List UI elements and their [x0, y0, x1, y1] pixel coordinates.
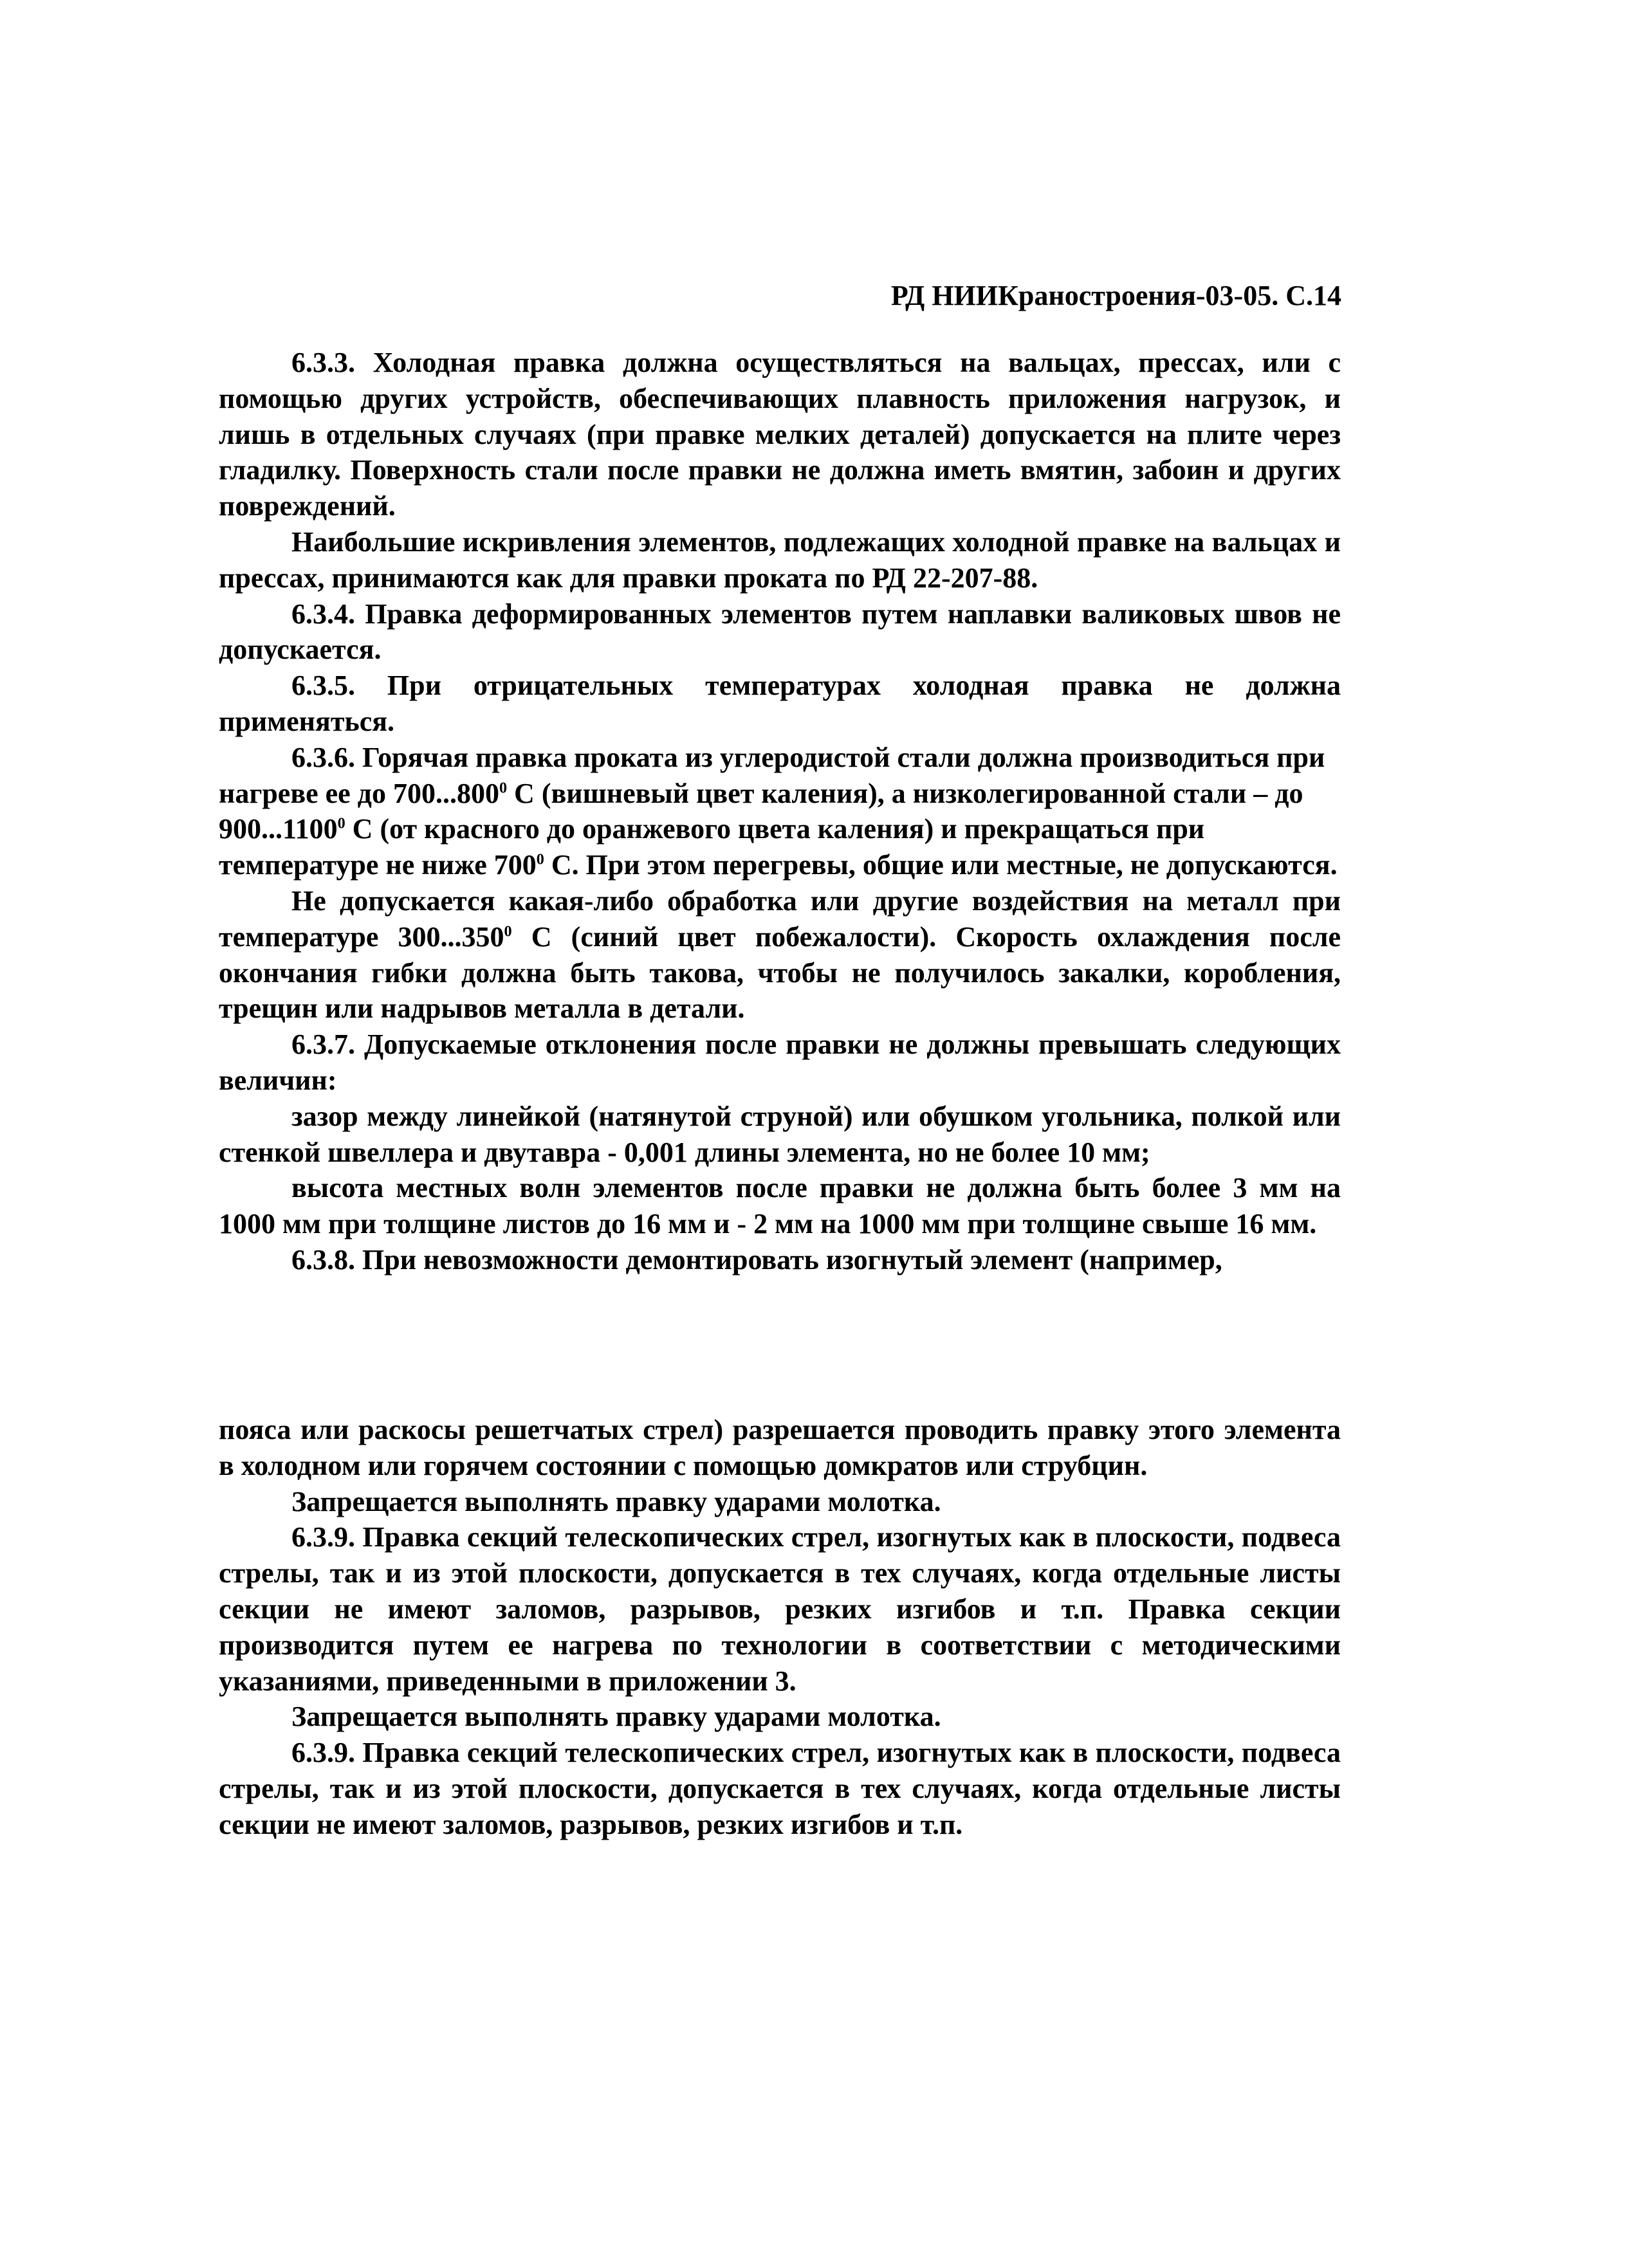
text-block-lower — [219, 1412, 1341, 1843]
p636-text-1: 6.3.6. Горячая правка проката из углеродистой стали должна производиться при нагреве ее до 700...800 — [219, 741, 1325, 809]
paragraph-6-3-8-continued: пояса или раскосы решетчатых стрел) разрешается проводить правку этого элемента в холодном или горячем состоянии с помощью домкратов или струбцин. — [219, 1414, 1341, 1481]
paragraph-6-3-6 — [219, 740, 1341, 883]
document-header: РД НИИКраностроения-03-05. С.14 — [890, 280, 1341, 311]
p636-text-2: С (вишневый цвет каления), а низколегированной стали – до 900...1100 — [219, 777, 1303, 845]
paragraph-6-3-6-restriction — [219, 883, 1341, 1027]
paragraph-6-3-3: 6.3.3. Холодная правка должна осуществляться на вальцах, прессах, или с помощью других устройств, обеспечивающих плавность приложения нагрузок, и лишь в отдельных случаях (при правке мелких деталей) допускается на плите через гладилку. Поверхность стали после правки не должна иметь вмятин, забоин и других повреждений. — [219, 347, 1341, 522]
paragraph-6-3-8: 6.3.8. При невозможности демонтировать изогнутый элемент (например, — [291, 1243, 1222, 1276]
degree-superscript: 0 — [337, 814, 345, 832]
paragraph-6-3-7-gap: зазор между линейкой (натянутой струной) или обушком угольника, полкой или стенкой швеллера и двутавра - 0,001 длины элемента, но не более 10 мм; — [219, 1100, 1341, 1168]
paragraph-6-3-5: 6.3.5. При отрицательных температурах холодная правка не должна применяться. — [219, 670, 1341, 737]
paragraph-hammer-prohibition-repeat: Запрещается выполнять правку ударами молотка. — [291, 1701, 941, 1733]
degree-superscript: 0 — [536, 850, 544, 868]
degree-superscript: 0 — [504, 922, 512, 940]
paragraph-6-3-7: 6.3.7. Допускаемые отклонения после правки не должны превышать следующих величин: — [219, 1029, 1341, 1096]
paragraph-6-3-3-curvature: Наибольшие искривления элементов, подлежащих холодной правке на вальцах и прессах, принимаются как для правки проката по РД 22-207-88. — [219, 526, 1341, 594]
p636b-text-2: С (синий цвет побежалости). Скорость охлаждения после окончания гибки должна быть такова, чтобы не получилось закалки, коробления, трещин или надрывов металла в детали. — [219, 920, 1341, 1025]
paragraph-6-3-4: 6.3.4. Правка деформированных элементов путем наплавки валиковых швов не допускается. — [219, 598, 1341, 666]
paragraph-6-3-7-waves: высота местных волн элементов после правки не должна быть более 3 мм на 1000 мм при толщине листов до 16 мм и - 2 мм на 1000 мм при толщине свыше 16 мм. — [219, 1172, 1341, 1240]
p636-text-3: С (от красного до оранжевого цвета каления) и прекращаться при температуре не ниже 700 — [219, 813, 1205, 881]
paragraph-hammer-prohibition: Запрещается выполнять правку ударами молотка. — [291, 1485, 941, 1517]
paragraph-6-3-9: 6.3.9. Правка секций телескопических стрел, изогнутых как в плоскости, подвеса стрелы, так и из этой плоскости, допускается в тех случаях, когда отдельные листы секции не имеют заломов, разрывов, резких изгибов и т.п. Правка секции производится путем ее нагрева по технологии в соответствии с методическими указаниями, приведенными в приложении 3. — [219, 1521, 1341, 1697]
degree-superscript: 0 — [499, 778, 508, 796]
p636b-text-1: Не допускается какая-либо обработка или другие воздействия на металл при температуре 300...350 — [219, 884, 1341, 953]
p636-text-4: С. При этом перегревы, общие или местные, не допускаются. — [544, 849, 1338, 881]
text-block-upper — [219, 345, 1341, 1278]
paragraph-6-3-9-repeat: 6.3.9. Правка секций телескопических стрел, изогнутых как в плоскости, подвеса стрелы, так и из этой плоскости, допускается в тех случаях, когда отдельные листы секции не имеют заломов, разрывов, резких изгибов и т.п. — [219, 1737, 1341, 1840]
